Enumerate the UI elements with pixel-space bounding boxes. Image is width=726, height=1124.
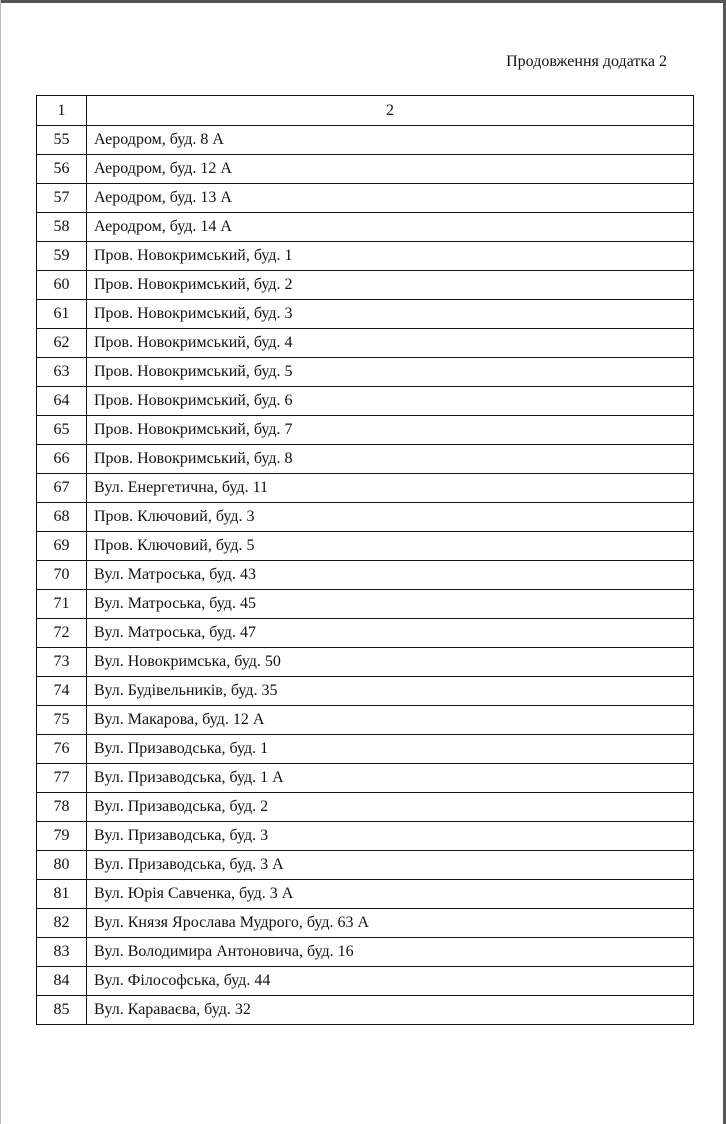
column-header-2: 2 [87,96,694,126]
row-address: Аеродром, буд. 12 А [87,155,694,184]
table-row [37,242,694,271]
row-number: 55 [37,126,87,155]
row-number: 73 [37,648,87,677]
row-address: Вул. Караваєва, буд. 32 [87,996,694,1025]
row-number: 83 [37,938,87,967]
table-row [37,561,694,590]
row-address: Пров. Новокримський, буд. 4 [87,329,694,358]
table-row [37,967,694,996]
table-row [37,532,694,561]
row-address: Аеродром, буд. 14 А [87,213,694,242]
row-number: 72 [37,619,87,648]
row-address: Пров. Новокримський, буд. 7 [87,416,694,445]
row-address: Вул. Призаводська, буд. 3 [87,822,694,851]
row-number: 58 [37,213,87,242]
table-row [37,213,694,242]
row-address: Пров. Ключовий, буд. 5 [87,532,694,561]
row-address: Пров. Новокримський, буд. 5 [87,358,694,387]
table-row [37,126,694,155]
row-address: Вул. Будівельників, буд. 35 [87,677,694,706]
table-row [37,851,694,880]
row-address: Вул. Володимира Антоновича, буд. 16 [87,938,694,967]
row-number: 65 [37,416,87,445]
window-top-border [0,0,726,3]
table-row [37,416,694,445]
row-number: 66 [37,445,87,474]
row-address: Вул. Призаводська, буд. 3 А [87,851,694,880]
table-row [37,590,694,619]
table-row [37,358,694,387]
row-address: Вул. Призаводська, буд. 1 [87,735,694,764]
row-number: 75 [37,706,87,735]
row-address: Вул. Макарова, буд. 12 А [87,706,694,735]
row-number: 68 [37,503,87,532]
row-address: Пров. Новокримський, буд. 1 [87,242,694,271]
row-number: 60 [37,271,87,300]
row-address: Пров. Новокримський, буд. 2 [87,271,694,300]
table-row [37,822,694,851]
address-table-body [37,96,694,1025]
row-number: 61 [37,300,87,329]
column-header-1: 1 [37,96,87,126]
table-row [37,474,694,503]
row-address: Вул. Призаводська, буд. 2 [87,793,694,822]
table-row [37,938,694,967]
row-number: 84 [37,967,87,996]
table-row [37,329,694,358]
row-number: 81 [37,880,87,909]
table-row [37,271,694,300]
row-number: 78 [37,793,87,822]
row-address: Пров. Новокримський, буд. 8 [87,445,694,474]
row-number: 59 [37,242,87,271]
row-address: Вул. Матроська, буд. 43 [87,561,694,590]
table-row [37,880,694,909]
table-row [37,909,694,938]
row-address: Вул. Матроська, буд. 45 [87,590,694,619]
table-row [37,387,694,416]
row-number: 80 [37,851,87,880]
table-row [37,648,694,677]
row-number: 85 [37,996,87,1025]
row-address: Пров. Ключовий, буд. 3 [87,503,694,532]
row-number: 67 [37,474,87,503]
table-row [37,764,694,793]
row-address: Пров. Новокримський, буд. 3 [87,300,694,329]
row-number: 70 [37,561,87,590]
row-address: Вул. Філософська, буд. 44 [87,967,694,996]
row-address: Вул. Енергетична, буд. 11 [87,474,694,503]
row-number: 56 [37,155,87,184]
table-header-row [37,96,694,126]
row-address: Вул. Юрія Савченка, буд. 3 А [87,880,694,909]
row-number: 63 [37,358,87,387]
row-number: 71 [37,590,87,619]
row-address: Вул. Новокримська, буд. 50 [87,648,694,677]
row-number: 82 [37,909,87,938]
window-left-border [0,0,1,1124]
row-number: 79 [37,822,87,851]
table-row [37,996,694,1025]
row-address: Вул. Матроська, буд. 47 [87,619,694,648]
row-address: Пров. Новокримський, буд. 6 [87,387,694,416]
row-number: 62 [37,329,87,358]
table-row [37,445,694,474]
row-address: Аеродром, буд. 13 А [87,184,694,213]
row-number: 76 [37,735,87,764]
table-row [37,793,694,822]
row-address: Вул. Призаводська, буд. 1 А [87,764,694,793]
table-row [37,677,694,706]
row-address: Аеродром, буд. 8 А [87,126,694,155]
table-row [37,735,694,764]
table-row [37,155,694,184]
row-number: 64 [37,387,87,416]
table-row [37,184,694,213]
row-number: 77 [37,764,87,793]
table-row [37,503,694,532]
table-row [37,706,694,735]
row-address: Вул. Князя Ярослава Мудрого, буд. 63 А [87,909,694,938]
table-row [37,619,694,648]
row-number: 69 [37,532,87,561]
appendix-continuation-title: Продовження додатка 2 [506,53,667,70]
row-number: 57 [37,184,87,213]
row-number: 74 [37,677,87,706]
address-table [36,95,694,1025]
table-row [37,300,694,329]
